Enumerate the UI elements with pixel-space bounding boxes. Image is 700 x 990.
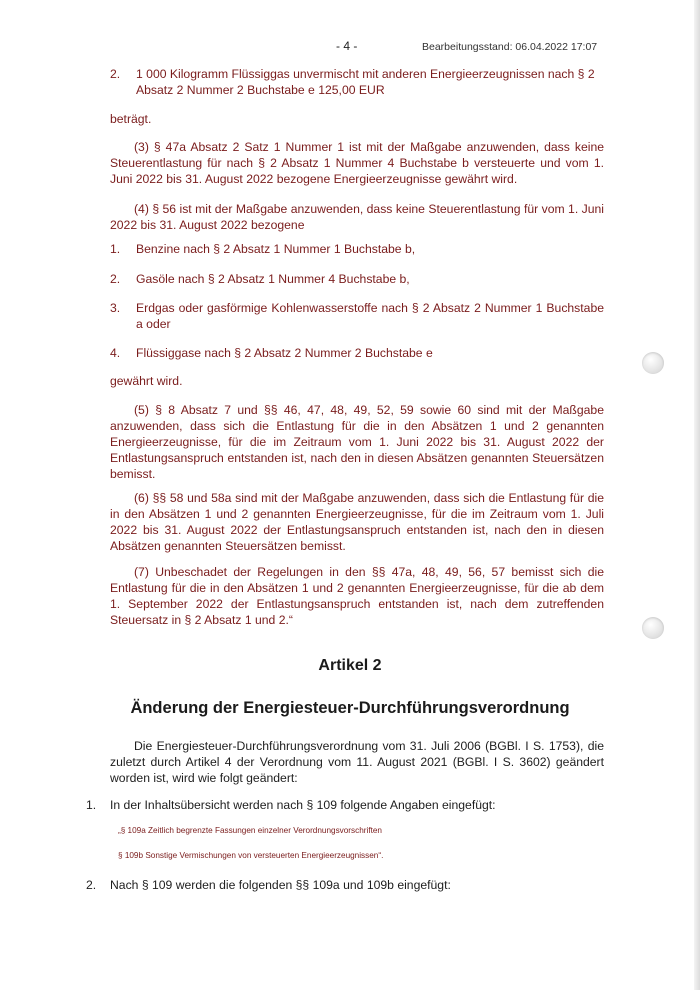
paragraph-5: (5) § 8 Absatz 7 und §§ 46, 47, 48, 49, 52, 59 sowie 60 sind mit der Maßgabe anzuwenden, dass sich die Entlastung für die in den Absätzen 1 und 2 genannten Energieerzeugnisse, für die im Zeitraum vom 1. Juni 2022 bis 31. August 2022 der Entlastungsanspruch entstanden ist, nach den in diesen Absätzen genannten Steuersätzen bemisst. <box>110 403 604 481</box>
list-number: 2. <box>110 272 121 286</box>
paragraph-3: (3) § 47a Absatz 2 Satz 1 Nummer 1 ist mit der Maßgabe anzuwenden, dass keine Steuerentlastung für nach § 2 Absatz 1 Nummer 4 Buchstabe b versteuerte und vom 1. Juni 2022 bis 31. August 2022 bezogene Energieerzeugnisse gewährt wird. <box>110 140 604 186</box>
list-number: 3. <box>110 301 121 315</box>
toc-entry: § 109b Sonstige Vermischungen von versteuerten Energieerzeugnissen“. <box>118 851 384 860</box>
toc-entry: „§ 109a Zeitlich begrenzte Fassungen einzelner Verordnungsvorschriften <box>118 826 382 835</box>
page-edge <box>694 0 700 990</box>
list-item-text: In der Inhaltsübersicht werden nach § 109 folgende Angaben eingefügt: <box>110 798 496 812</box>
list-item-text: Nach § 109 werden die folgenden §§ 109a und 109b eingefügt: <box>110 878 451 892</box>
list-number: 1. <box>110 242 121 256</box>
list-number: 4. <box>110 346 121 360</box>
paragraph: gewährt wird. <box>110 374 183 388</box>
revision-status: Bearbeitungsstand: 06.04.2022 17:07 <box>422 41 598 53</box>
article-number: Artikel 2 <box>318 657 382 674</box>
page-number: - 4 - <box>336 39 358 53</box>
list-number: 1. <box>86 798 97 812</box>
list-number: 2. <box>86 878 97 892</box>
article-title: Änderung der Energiesteuer-Durchführungsverordnung <box>130 699 570 717</box>
list-item-text: 1 000 Kilogramm Flüssiggas unvermischt mit anderen Energieerzeugnissen nach § 2 Absatz 2 Nummer 2 Buchstabe e 125,00 EUR <box>136 67 595 97</box>
list-item-text: Erdgas oder gasförmige Kohlenwasserstoffe nach § 2 Absatz 2 Nummer 1 Buchstabe a oder <box>136 301 604 331</box>
paragraph-4: (4) § 56 ist mit der Maßgabe anzuwenden, dass keine Steuerentlastung für vom 1. Juni 2022 bis 31. August 2022 bezogene <box>110 202 604 232</box>
list-item-text: Flüssiggase nach § 2 Absatz 2 Nummer 2 Buchstabe e <box>136 346 433 360</box>
paragraph: beträgt. <box>110 112 152 126</box>
punch-hole <box>642 352 664 374</box>
article-intro: Die Energiesteuer-Durchführungsverordnung vom 31. Juli 2006 (BGBl. I S. 1753), die zuletzt durch Artikel 4 der Verordnung vom 11. August 2021 (BGBl. I S. 3602) geändert worden ist, wird wie folgt geändert: <box>110 739 604 785</box>
list-item-text: Gasöle nach § 2 Absatz 1 Nummer 4 Buchstabe b, <box>136 272 410 286</box>
list-number: 2. <box>110 67 121 81</box>
list-item-text: Benzine nach § 2 Absatz 1 Nummer 1 Buchstabe b, <box>136 242 416 256</box>
punch-hole <box>642 617 664 639</box>
paragraph-6: (6) §§ 58 und 58a sind mit der Maßgabe anzuwenden, dass sich die Entlastung für die in den Absätzen 1 und 2 genannten Energieerzeugnisse, für die im Zeitraum vom 1. Juli 2022 bis 31. August 2022 der Entlastungsanspruch entstanden ist, nach den in diesen Absätzen genannten Steuersätzen bemisst. <box>110 491 604 553</box>
paragraph-7: (7) Unbeschadet der Regelungen in den §§ 47a, 48, 49, 56, 57 bemisst sich die Entlastung für die in den Absätzen 1 und 2 genannten Energieerzeugnisse, für die ab dem 1. September 2022 der Entlastungsanspruch entstanden ist, nach dem zutreffenden Steuersatz in § 2 Absatz 1 und 2.“ <box>110 565 604 627</box>
